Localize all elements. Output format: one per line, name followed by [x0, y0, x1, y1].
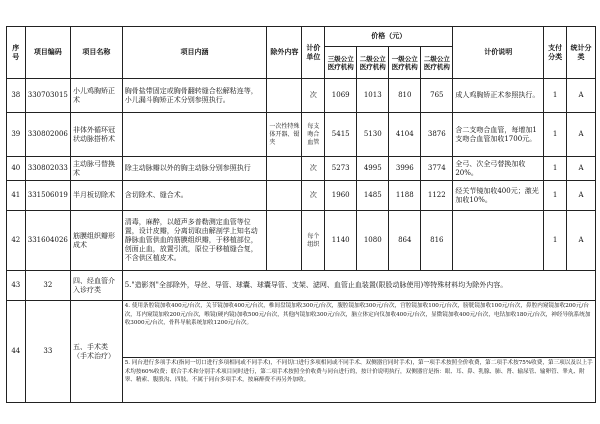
cell-pay: 1 — [544, 181, 567, 211]
cell-price-1: 5273 — [325, 157, 357, 181]
cell-name: 半月板切除术 — [71, 181, 123, 211]
cell-pay: 1 — [544, 79, 567, 113]
cell-stat: A — [566, 181, 595, 211]
cell-excl — [267, 181, 302, 211]
cell-unit: 次 — [302, 157, 325, 181]
cell-price-2: 5130 — [357, 113, 389, 157]
cell-price-4: 816 — [421, 211, 453, 271]
col-header-note: 计价说明 — [453, 27, 544, 79]
col-header-unit: 计价单位 — [302, 27, 325, 79]
cell-price-3: 3996 — [389, 157, 421, 181]
cell-seq: 44 — [7, 301, 26, 403]
cell-price-2: 1013 — [357, 79, 389, 113]
col-header-excl: 除外内容 — [267, 27, 302, 79]
cell-seq: 40 — [7, 157, 26, 181]
cell-code: 330802006 — [25, 113, 70, 157]
cell-stat: A — [566, 211, 595, 271]
cell-price-1: 1069 — [325, 79, 357, 113]
cell-content: 除主动脉瓣以外的胸主动脉分别参照执行 — [122, 157, 267, 181]
table-row — [7, 157, 596, 181]
cell-price-3: 810 — [389, 79, 421, 113]
cell-category-note: 5."造影剂"全部除外，导丝、导管、球囊、球囊导管、支架、滤网、血管止血装置(限股动脉使用)等特殊材料均为除外内容。 — [122, 271, 595, 301]
cell-unit: 每支吻合血管 — [302, 113, 325, 157]
cell-price-3: 4104 — [389, 113, 421, 157]
cell-unit: 次 — [302, 181, 325, 211]
cell-price-2: 4995 — [357, 157, 389, 181]
cell-note: 经关节镜加收400元；激光加收10%。 — [453, 181, 544, 211]
cell-seq: 41 — [7, 181, 26, 211]
cell-pay: 1 — [544, 113, 567, 157]
col-header-price-group: 价格（元） — [325, 27, 453, 47]
cell-name: 非体外循环冠状动脉搭桥术 — [71, 113, 123, 157]
cell-stat: A — [566, 157, 595, 181]
cell-stat: A — [566, 79, 595, 113]
cell-price-2: 1080 — [357, 211, 389, 271]
cell-excl — [267, 79, 302, 113]
cell-seq: 38 — [7, 79, 26, 113]
note-item-5: 5. 同台进行多项手术(指同一切口进行多项相同或不同手术)，不同切口进行多项相同或不同手术、双侧器官同时手术)，第一项手术按照全价收费，第二项手术按75%收费，第三项以及以上手术均按60%收费；联合手术和分别手术项目同时进行，第二项手术按照全价收费与同台进行的，按计价说明执行，双侧器官是指：眼、耳、鼻、乳腺、肺、肾、输尿管、输卵管、睾丸、附睾、精索、腹股沟、四肢。不属于同台多项手术，按麻醉费不再另外加收。 — [124, 360, 593, 384]
table-row — [7, 181, 596, 211]
cell-unit: 次 — [302, 79, 325, 113]
col-header-price-1: 三级公立医疗机构 — [325, 47, 357, 79]
cell-name: 主动脉弓替换术 — [71, 157, 123, 181]
col-header-seq: 序号 — [7, 27, 26, 79]
cell-excl — [267, 157, 302, 181]
cell-code: 33 — [25, 301, 70, 403]
cell-code: 331604026 — [25, 211, 70, 271]
col-header-price-3: 一级公立医疗机构 — [389, 47, 421, 79]
cell-code: 32 — [25, 271, 70, 301]
cell-name: 筋膜组织瓣形成术 — [71, 211, 123, 271]
cell-content: 含切除术、缝合术。 — [122, 181, 267, 211]
cell-price-4: 1122 — [421, 181, 453, 211]
cell-stat: A — [566, 113, 595, 157]
cell-pay: 1 — [544, 211, 567, 271]
col-header-name: 项目名称 — [71, 27, 123, 79]
cell-unit: 每个组织 — [302, 211, 325, 271]
cell-price-3: 864 — [389, 211, 421, 271]
cell-seq: 43 — [7, 271, 26, 301]
cell-note: 含二支吻合血管，每增加1支吻合血管加收1700元。 — [453, 113, 544, 157]
col-header-price-2: 二级公立医疗机构 — [357, 47, 389, 79]
cell-note — [453, 211, 544, 271]
col-header-stat: 统计分类 — [566, 27, 595, 79]
cell-price-4: 3876 — [421, 113, 453, 157]
table-row — [7, 113, 596, 157]
cell-code: 331506019 — [25, 181, 70, 211]
cell-content: 胸骨盐带固定或胸骨翻转缝合松解粘连等，小儿漏斗胸矫正术分别参照执行。 — [122, 79, 267, 113]
cell-code: 330703015 — [25, 79, 70, 113]
cell-category-notes — [122, 301, 595, 403]
cell-price-1: 1140 — [325, 211, 357, 271]
col-header-price-4: 二级公立医疗机构 — [421, 47, 453, 79]
pricing-table — [6, 26, 596, 403]
col-header-code: 项目编码 — [25, 27, 70, 79]
cell-content: 清毒，麻醉，以超声多普勒测定血管等位置，设计皮瓣，分离切取由解剖学上知名动静脉血管供血的筋膜组织瓣，于移植部位，创面止血，放置引流，原位于移植缝合复，不含供区植皮术。 — [122, 211, 267, 271]
cell-price-1: 1960 — [325, 181, 357, 211]
cell-price-4: 3774 — [421, 157, 453, 181]
cell-name: 四、经血管介入诊疗类 — [71, 271, 123, 301]
cell-price-4: 765 — [421, 79, 453, 113]
cell-pay: 1 — [544, 157, 567, 181]
cell-name: 五、手术类（手术治疗） — [71, 301, 123, 403]
cell-price-2: 1485 — [357, 181, 389, 211]
header-row-1 — [7, 27, 596, 47]
table-row — [7, 79, 596, 113]
table-row — [7, 271, 596, 301]
document-page — [6, 26, 596, 403]
cell-note: 成人鸡胸矫正术参照执行。 — [453, 79, 544, 113]
col-header-pay: 支付分类 — [544, 27, 567, 79]
note-item-4: 4. 使用条腔镜加收400元/台次，关节镜加收400元/台次，椎间盘镜加收300元/台次，腹腔镜加收300元/台次，宫腔镜加收100元/台次，膀胱镜加收100元/台次，鼻腔内窥镜加收200元/台次，耳内窥镜加收200元/台次，喉镜(硬内镜)加收500元/台次，其他内镜加收300元/台次，脑立体定向仪加收400元/台次，显微镜加收400元/台次，电钻加收180元/台次，神经导航系统加收3000元/台次，骨科导航系统加收1200元/台次。 — [123, 301, 595, 358]
cell-excl: 一次性特殊体开器、镊夹 — [267, 113, 302, 157]
cell-name: 小儿鸡胸矫正术 — [71, 79, 123, 113]
cell-seq: 42 — [7, 211, 26, 271]
cell-excl — [267, 211, 302, 271]
table-row — [7, 211, 596, 271]
cell-price-1: 5415 — [325, 113, 357, 157]
col-header-content: 项目内涵 — [122, 27, 267, 79]
cell-note: 全弓、次全弓替换加收20%。 — [453, 157, 544, 181]
cell-price-3: 1188 — [389, 181, 421, 211]
cell-content — [122, 113, 267, 157]
table-row — [7, 301, 596, 403]
cell-seq: 39 — [7, 113, 26, 157]
cell-code: 330802033 — [25, 157, 70, 181]
